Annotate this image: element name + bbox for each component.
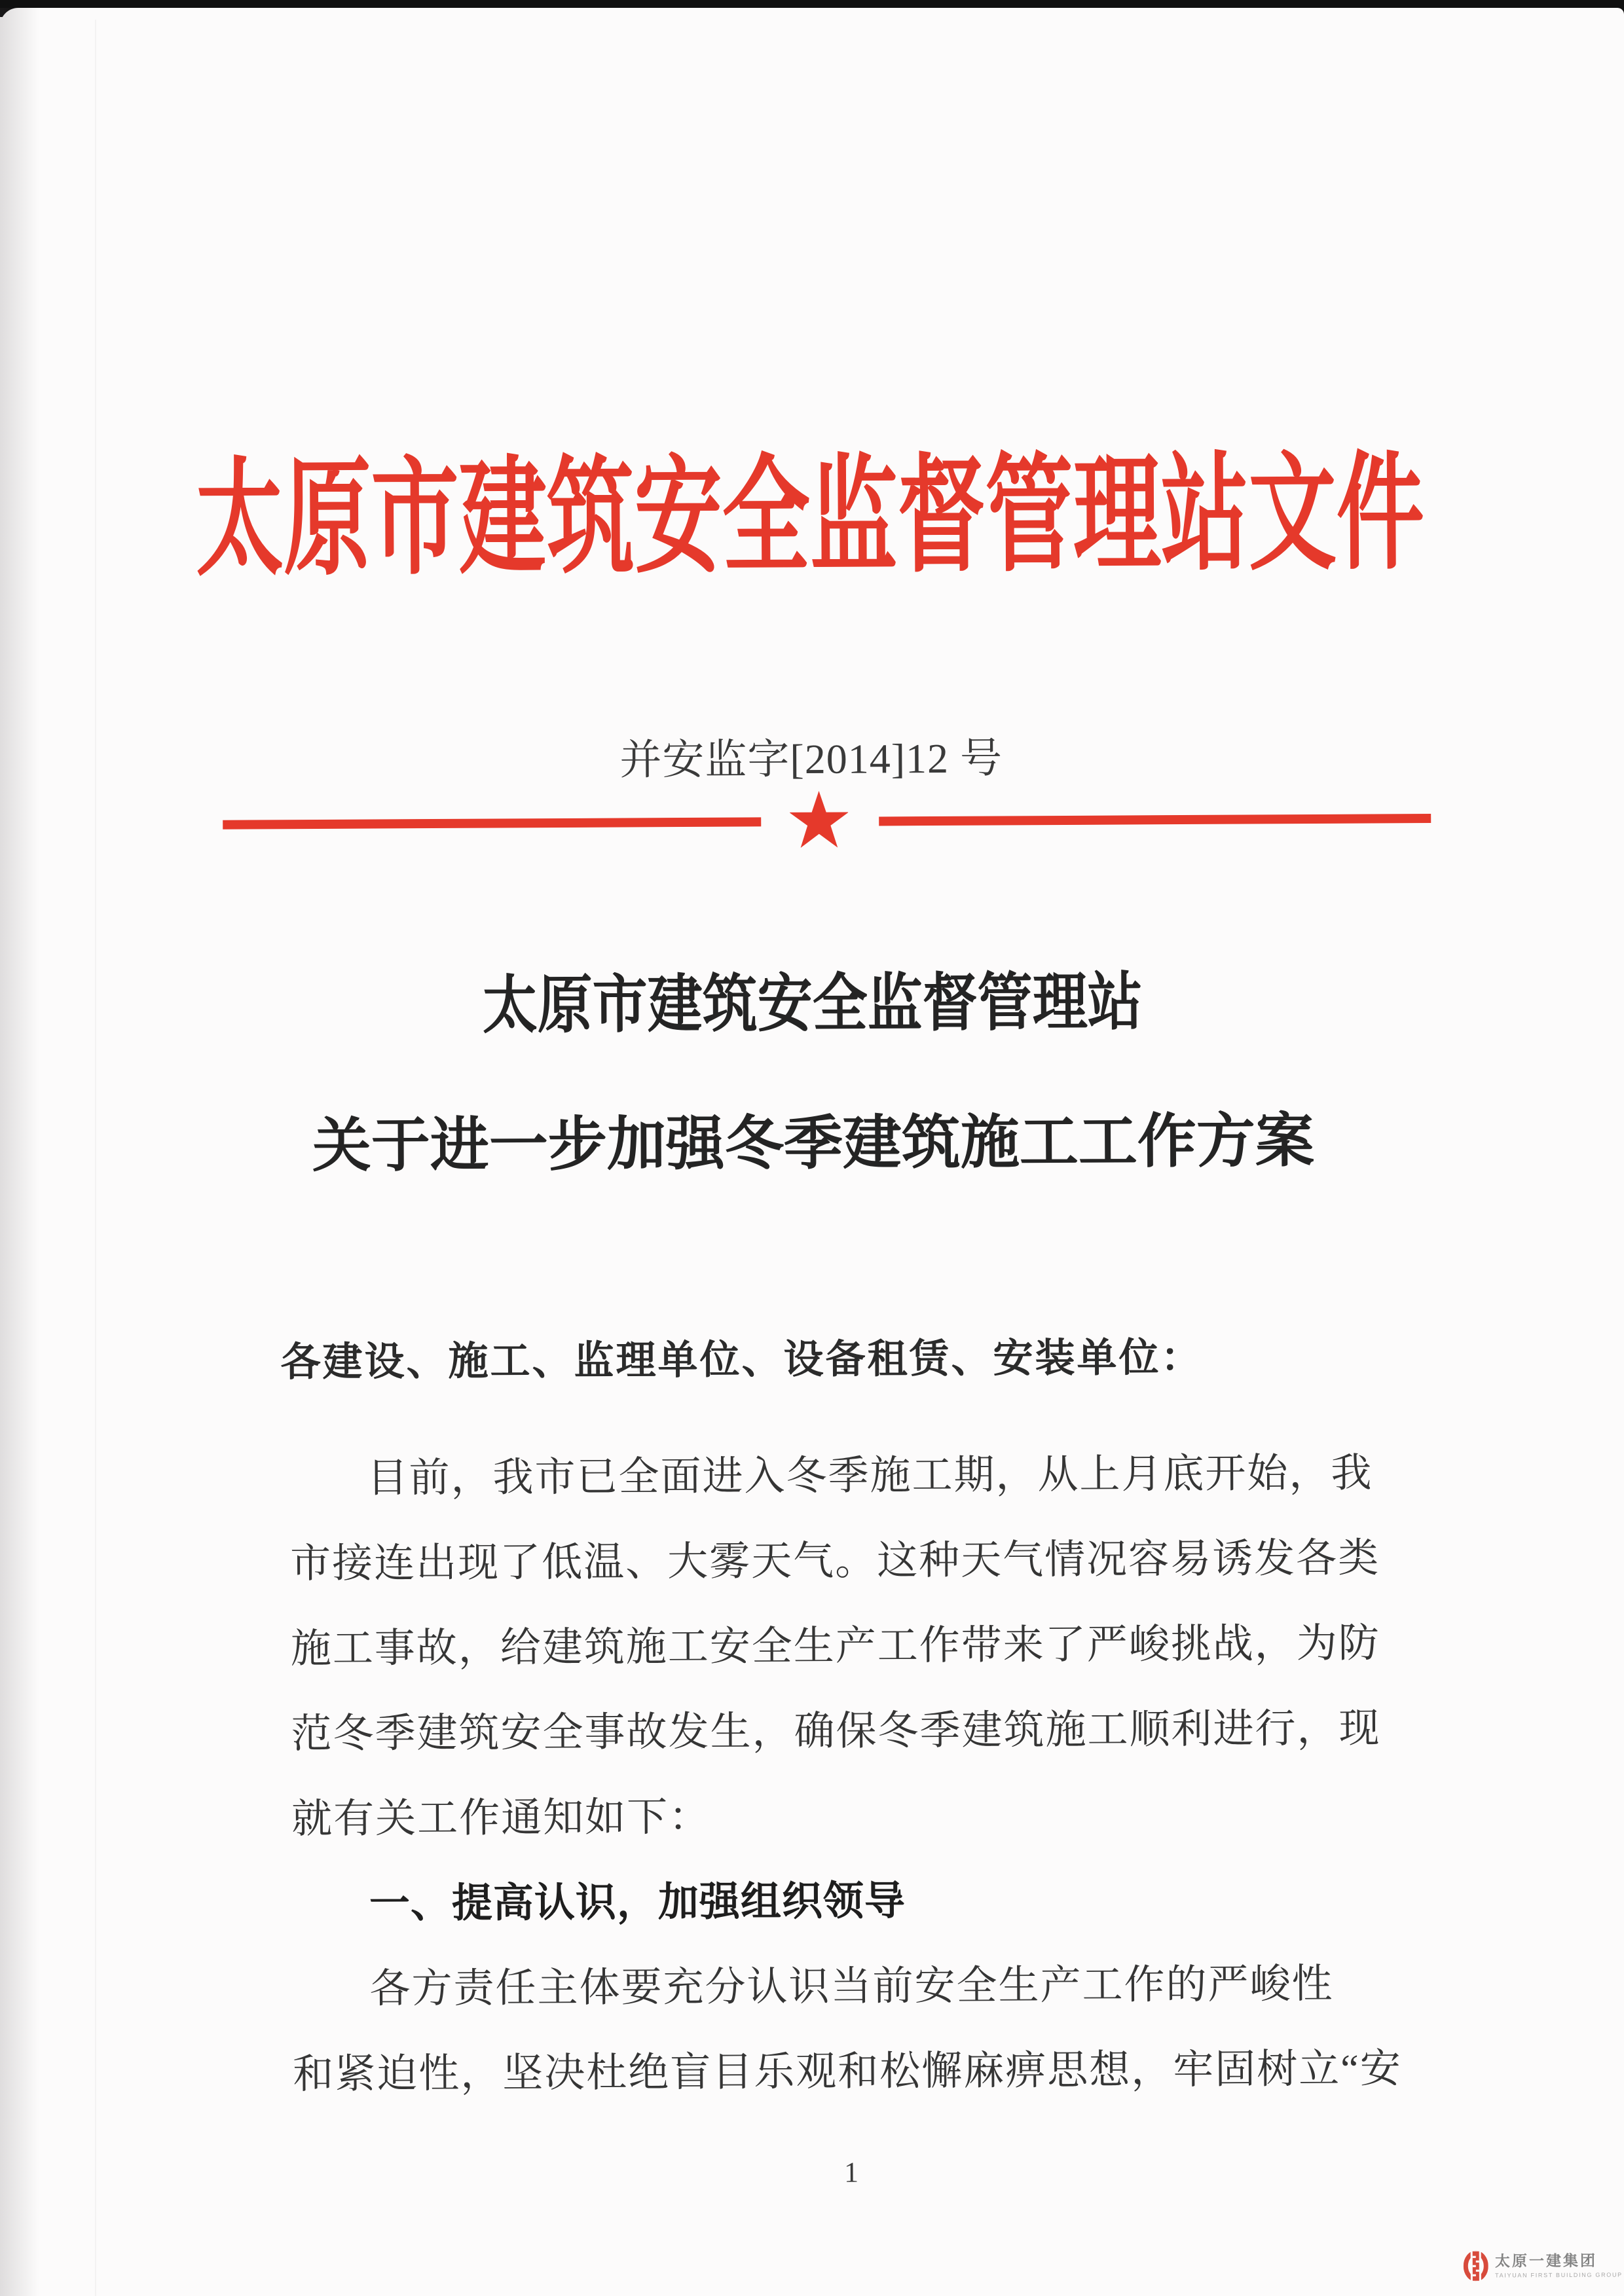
body-line: 范冬季建筑安全事故发生，确保冬季建筑施工顺利进行，现 <box>291 1706 1381 1757</box>
document-number: 并安监字[2014]12 号 <box>619 735 1003 784</box>
document-title-organization-text: 太原市建筑安全监督管理站 <box>482 968 1143 1042</box>
red-star-icon <box>790 791 848 849</box>
body-line: 就有关工作通知如下： <box>291 1795 711 1842</box>
document-title-subject: 关于进一步加强冬季建筑施工工作方案 <box>312 1108 1315 1180</box>
body-line: 市接连出现了低温、大雾天气。这种天气情况容易诱发各类 <box>289 1536 1380 1587</box>
page-number: 1 <box>843 2156 859 2189</box>
body-text-block <box>289 1430 1402 2117</box>
company-logo-text <box>1495 2253 1623 2278</box>
company-name-en: TAIYUAN FIRST BUILDING GROUP <box>1495 2271 1623 2279</box>
letterhead-title <box>0 428 1622 607</box>
body-line: 各方责任主体要充分认识当前安全生产工作的严峻性 <box>369 1961 1334 2012</box>
letterhead-title-text: 太原市建筑安全监督管理站文件 <box>195 443 1425 591</box>
body-line: 施工事故，给建筑施工安全生产工作带来了严峻挑战，为防 <box>290 1621 1381 1672</box>
body-line: 和紧迫性，坚决杜绝盲目乐观和松懈麻痹思想，牢固树立“安 <box>293 2047 1402 2098</box>
salutation-line: 各建设、施工、监理单位、设备租赁、安装单位： <box>280 1334 1203 1385</box>
red-separator-line-left <box>223 817 761 829</box>
red-separator-line-right <box>879 814 1431 826</box>
section-heading: 一、提高认识，加强组织领导 <box>369 1878 906 1927</box>
company-logo <box>1464 2250 1623 2282</box>
company-name-cn: 太原一建集团 <box>1494 2252 1598 2270</box>
document-title-organization <box>0 957 1624 1053</box>
body-line: 目前，我市已全面进入冬季施工期，从上月底开始，我 <box>367 1451 1373 1501</box>
company-logo-icon <box>1464 2251 1488 2282</box>
